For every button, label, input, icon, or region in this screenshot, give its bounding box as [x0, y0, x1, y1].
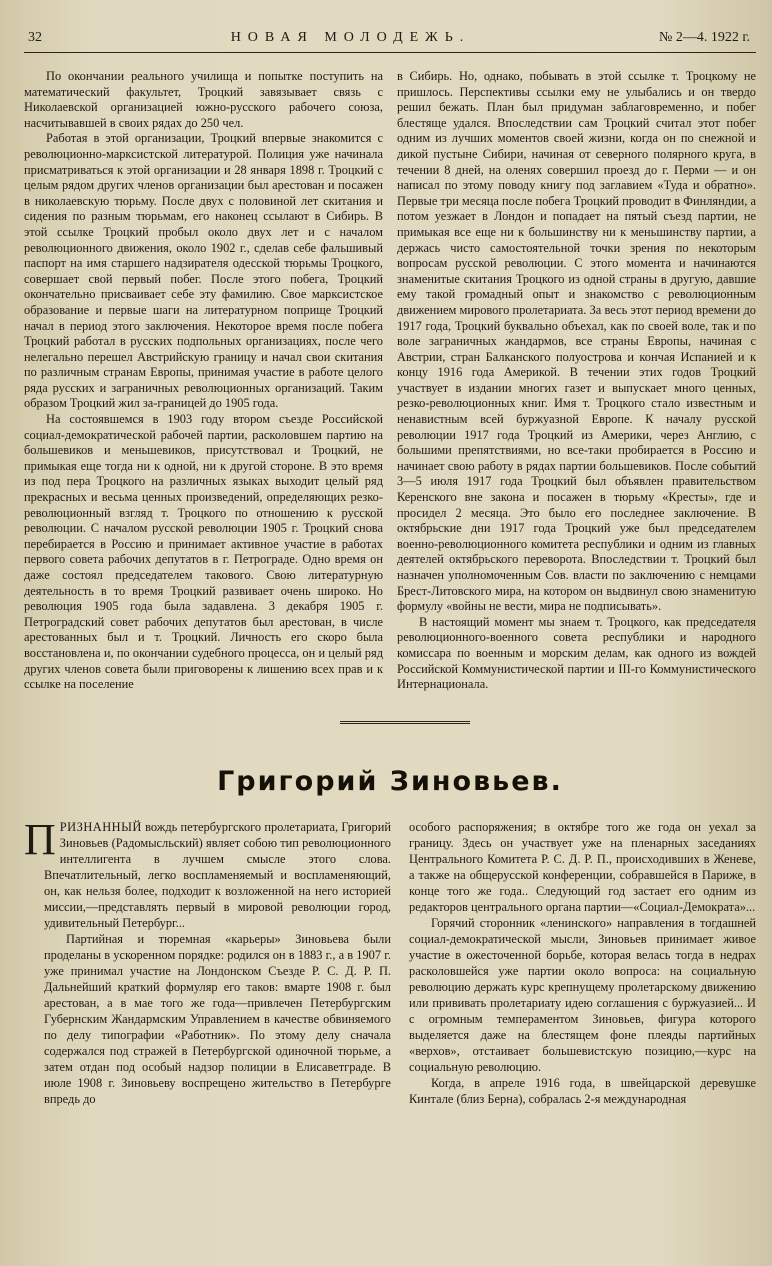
paragraph: Горячий сторонник «ленинского» направления в тогдашней социал-демократической мысли, Зиновьев принимает живое участие в ожесточенной борьбе, которая велась тогда в недрах расколовшейся уже партии около вопроса: на социальную революцию держать курс крепнущему пролетарскому движению или прививать пролетариату идею соглашения с буржуазией... И с огромным темпераментом Зиновьев, фигура которого выделяется даже на блестящем фоне плеяды партийных «верхов», отстаивает большевистскую позицию,—курс на социальную революцию. [409, 915, 756, 1074]
left-column [24, 814, 391, 1107]
article-title: Григорий Зиновьев. [217, 765, 563, 797]
lead-paragraph [24, 814, 391, 931]
lead-word: РИЗНАННЫЙ [59, 819, 142, 834]
trotsky-article [24, 69, 756, 693]
lead-text: вождь петербургского пролетариата, Григорий Зиновьев (Радомысльский) являет собою тип революционного интеллигента в лучшем смысле этого слова. Впечатлительный, легко воспламеняемый и воспламеняющий, он, как нельзя более, подходит к возложенной на него историей миссии,—представлять первый в мировой революции город, удивительный Петербург... [44, 819, 391, 930]
right-column [397, 69, 756, 693]
zinoviev-article [24, 814, 756, 1107]
dropcap-letter: П [24, 814, 56, 864]
paragraph: Партийная и тюремная «карьеры» Зиновьева были проделаны в ускоренном порядке: родился он в 1883 г., а в 1907 г. уже принимал участие на Лондонском Съезде Р. С. Д. Р. П. Дальнейший краткий формуляр его таков: вмарте 1908 г. был арестован, а в мае того же года—привлечен Петербургским Губернским Жандармским Управлением в качестве обвиняемого по делу типографии «Работник». По этому делу сначала содержался под стражей в Петербургской одиночной тюрьме, а затем отдан под особый надзор полиции в Елисаветграде. В июле 1908 г. Зиновьеву воспрещено жительство в Петербурге впредь до [44, 931, 391, 1106]
page-number: 32 [28, 30, 42, 45]
paragraph: особого распоряжения; в октябре того же года он уехал за границу. Здесь он участвует уже на пленарных заседаниях Центрального Комитета Р. С. Д. Р. П., происходивших в Женеве, а также на общерусской конференции, собравшейся в Париже, в конце того же года.. Следующий год застает его одним из редакторов центрального органа партии—«Социал-Демократа»... [409, 819, 756, 914]
section-divider [340, 721, 470, 724]
left-column [24, 69, 383, 693]
paragraph: На состоявшемся в 1903 году втором съезде Российской социал-демократической рабочей партии, расколовшем партию на большевиков и меньшевиков, присутствовал и Троцкий, не примыкая еще тогда ни к одной, ни к другой стороне. В это время из под пера Троцкого на различных языках выходит целый ряд прекрасных и весьма ценных произведений, определяющих резко-революционный взгляд т. Троцкого по отношению к русской революции. С началом русской революции 1905 г. Троцкий снова перебирается в Россию и принимает активное участие в работах первого совета рабочих депутатов в г. Петрограде. Одно время он даже состоял председателем такового. Свою литературную деятельность в то время Троцкий развивает очень широко. Но революция 1905 года была задавлена. 3 декабря 1905 г. Петроградский совет рабочих депутатов был арестован, в числе арестованных был и т. Троцкий. Личность его скоро была восстановлена и, по окончании судебного процесса, он и целый ряд других членов совета были приговорены к лишению всех прав и к ссылке на поселение [24, 412, 383, 692]
paragraph: в Сибирь. Но, однако, побывать в этой ссылке т. Троцкому не пришлось. Перспективы ссылки ему не улыбались и он твердо решил бежать. План был придуман заблаговременно, и побег блестяще удался. Впоследствии сам Троцкий считал этот побег одним из лучших моментов своей жизни, когда он по снежной и дикой пустыне Сибири, начиная от северного полярного круга, в течении 8 дней, на оленях совершил проезд до г. Перми — и он написал по этому поводу книгу под заглавием «Туда и обратно». Первые три месяца после побега Троцкий проводит в Финляндии, а потом уезжает в Лондон и попадает на пятый съезд партии, не примыкая все еще ни к большинству ни к меньшинству партии, а держась чисто самостоятельной точки зрения по некоторым вопросам русской революции. С этого момента и начинаются знаменитые скитания Троцкого из одной страны в другую, давшие ему такой громадный опыт и знакомство с революционным движением мирового пролетариата. За весь этот период времени до 1917 года, Троцкий буквально объехал, как по своей воле, так и по воле заграничных жандармов, все страны Европы, начиная с Австрии, стран Балканского полуострова и кончая Испанией и к концу 1916 года Америкой. В течении этих годов Троцкий участвует в издании многих газет и выпускает много ценных, резко-революционных книг. Имя т. Троцкого стало известным и ненавистным всей буржуазной Европе. К началу русской революции 1917 года Троцкий из Америки, через Англию, с большими препятствиями, но все-таки пробирается в Россию и начинает свою работу в рядах партии большевиков. После событий 3—5 июля 1917 года Троцкий был объявлен правительством Керенского вне закона и посажен в тюрьму «Кресты», где и просидел 2 месяца. Это было его последнее заключение. В октябрьские дни 1917 года Троцкий уже был председателем военно-революционного комитета республики и одним из главных деятелей октябрьского переворота. Впоследствии т. Троцкий был назначен уполномоченным Сов. власти по заключению с немцами Брест-Литовского мира, на котором он выдвинул свою знаменитую формулу «войны не вести, мира не подписывать». [397, 69, 756, 614]
paragraph: В настоящий момент мы знаем т. Троцкого, как председателя революционного-военного совета республики и народного комиссара по военным и морским делам, как одного из вождей Российской Коммунистической партии и III-го Коммунистического Интернационала. [397, 614, 756, 692]
issue-number: № 2—4. 1922 г. [658, 30, 750, 45]
page-header [24, 30, 756, 53]
paragraph: Работая в этой организации, Троцкий впервые знакомится с революционно-марксистской литературой. Полиция уже начинала присматриваться к этой организации и 28 января 1898 г. Троцкий с целым рядом других членов организации был арестован и посажен в николаевскую тюрьму. После двух с половиной лет скитания и сидения по разным тюрьмам, его наконец ссылают в Сибирь. В этой ссылке Троцкий пробыл около двух лет и с началом революционного движения, около 1902 г., сделав себе фальшивый паспорт на имя старшего надзирателя одесской тюрьмы Троцкого, совершает свой первый побег. После этого побега, Троцкий окончательно присваивает себе эту фамилию. Свое марксистское образование и первые шаги на литературном поприще Троцкий начал в период этого заключения. Некоторое время после побега Троцкий работал в русских подпольных организациях, после чего нелегально перешел Австрийскую границу и начал свои скитания по различным странам Европы, принимая участие в работе целого ряда русских и заграничных революционных организаций. Таким образом Троцкий жил за-границей до 1905 года. [24, 131, 383, 411]
paragraph: По окончании реального училища и попытке поступить на математический факультет, Троцкий завязывает связь с Николаевской организацией южно-русского рабочего союза, насчитывавшей в своих рядах до 250 чел. [24, 69, 383, 130]
journal-title: НОВАЯ МОЛОДЕЖЬ. [230, 30, 471, 45]
paragraph: Когда, в апреле 1916 года, в швейцарской деревушке Кинтале (близ Берна), собралась 2-я международная [409, 1075, 756, 1106]
right-column [409, 819, 756, 1107]
